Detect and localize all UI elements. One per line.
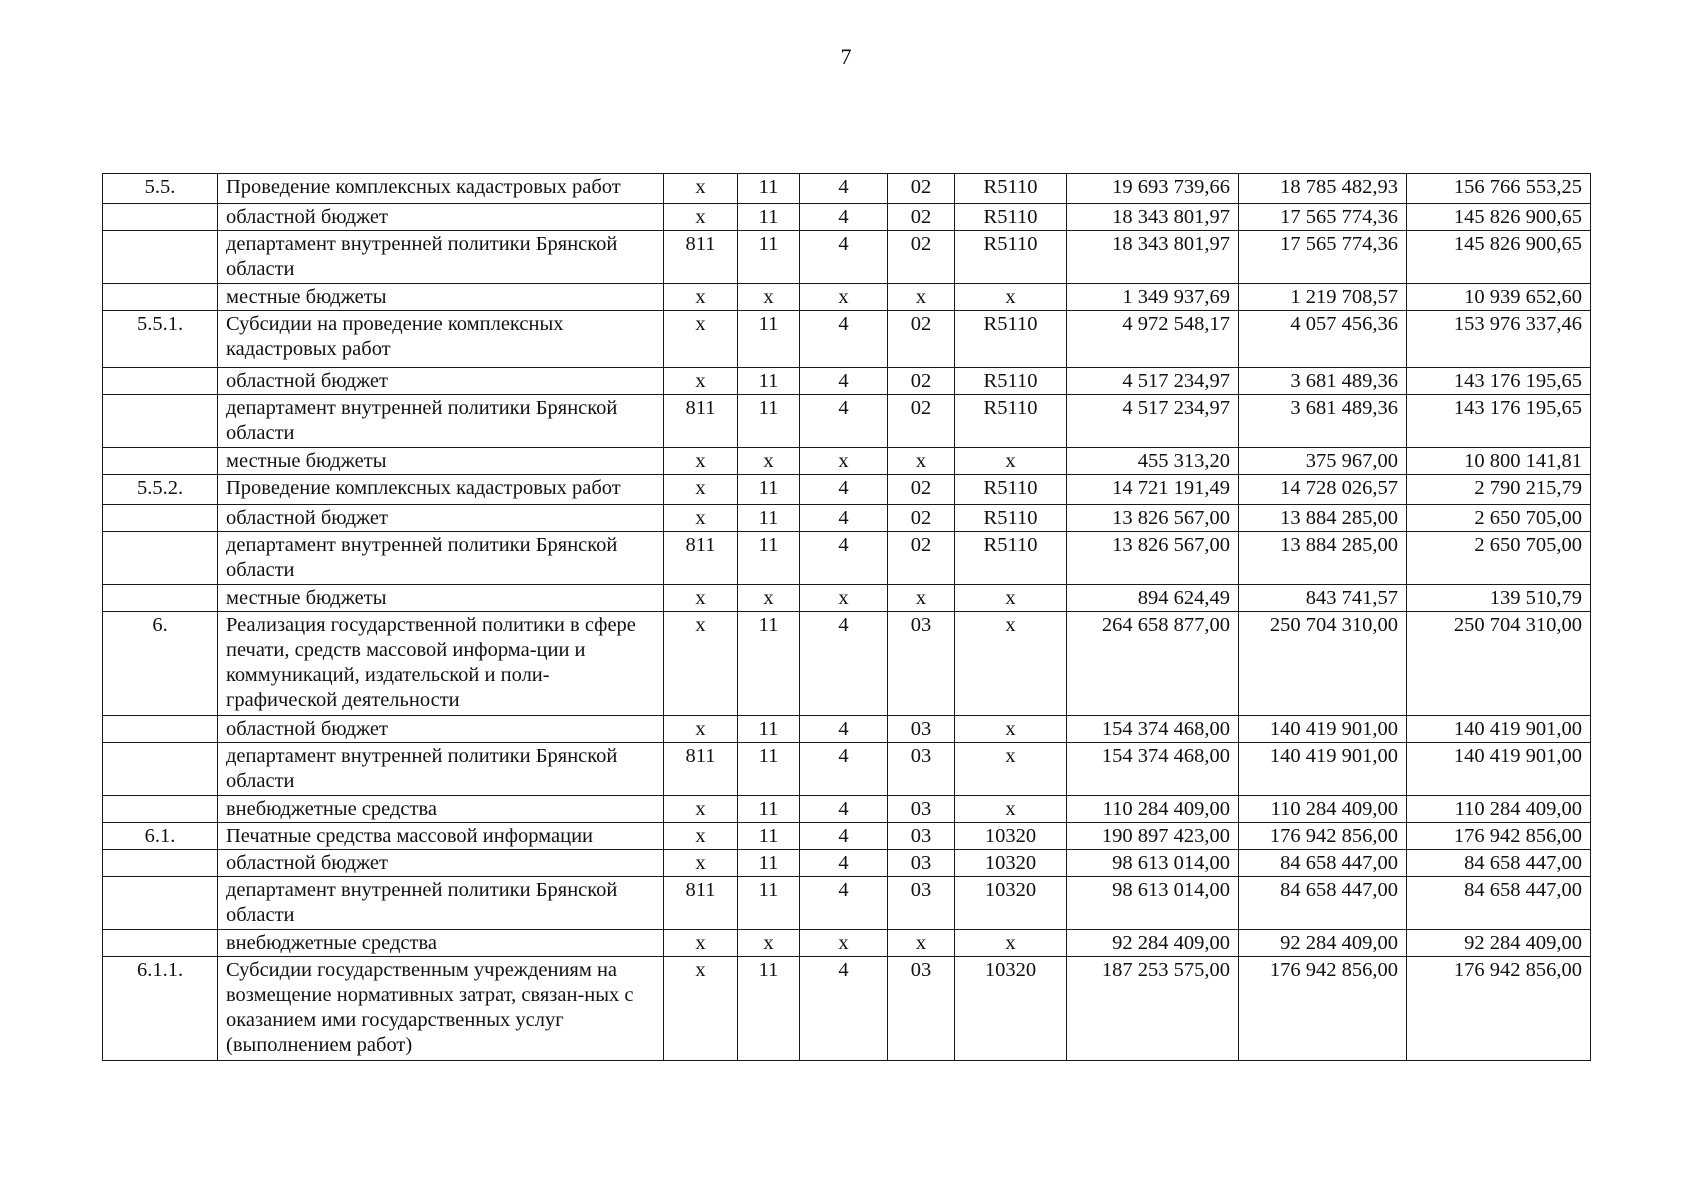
gp-code: х [738, 930, 800, 957]
om-code: 02 [888, 204, 955, 231]
amount-year-1: 98 613 014,00 [1067, 850, 1239, 877]
grbs-code: х [664, 204, 738, 231]
pp-code: 4 [800, 716, 888, 743]
amount-year-3: 143 176 195,65 [1407, 368, 1591, 395]
grbs-code: 811 [664, 532, 738, 585]
amount-year-3: 176 942 856,00 [1407, 957, 1591, 1061]
pp-code: 4 [800, 204, 888, 231]
amount-year-2: 4 057 456,36 [1239, 311, 1407, 368]
om-code: 02 [888, 231, 955, 284]
gp-code: х [738, 448, 800, 475]
row-name: Реализация государственной политики в сфере печати, средств массовой информа-ции и коммуникаций, издательской и поли-графической деятельности [218, 612, 664, 716]
table-row [103, 284, 1591, 311]
direction-code: х [955, 448, 1067, 475]
row-name: областной бюджет [218, 368, 664, 395]
amount-year-2: 17 565 774,36 [1239, 231, 1407, 284]
om-code: 02 [888, 174, 955, 204]
amount-year-2: 17 565 774,36 [1239, 204, 1407, 231]
table-row [103, 743, 1591, 796]
pp-code: х [800, 930, 888, 957]
amount-year-1: 187 253 575,00 [1067, 957, 1239, 1061]
grbs-code: 811 [664, 877, 738, 930]
grbs-code: х [664, 174, 738, 204]
row-number [103, 743, 218, 796]
row-number [103, 850, 218, 877]
row-number: 6. [103, 612, 218, 716]
table-row [103, 448, 1591, 475]
om-code: 03 [888, 957, 955, 1061]
om-code: 02 [888, 532, 955, 585]
row-number [103, 448, 218, 475]
row-number: 6.1. [103, 823, 218, 850]
pp-code: 4 [800, 311, 888, 368]
row-number [103, 796, 218, 823]
om-code: х [888, 284, 955, 311]
row-name: Проведение комплексных кадастровых работ [218, 174, 664, 204]
om-code: 02 [888, 395, 955, 448]
pp-code: 4 [800, 505, 888, 532]
row-number [103, 532, 218, 585]
gp-code: 11 [738, 174, 800, 204]
amount-year-1: 894 624,49 [1067, 585, 1239, 612]
amount-year-3: 10 800 141,81 [1407, 448, 1591, 475]
direction-code: 10320 [955, 957, 1067, 1061]
gp-code: 11 [738, 850, 800, 877]
amount-year-1: 154 374 468,00 [1067, 716, 1239, 743]
table-row [103, 930, 1591, 957]
amount-year-2: 3 681 489,36 [1239, 395, 1407, 448]
gp-code: х [738, 284, 800, 311]
row-number [103, 395, 218, 448]
row-number [103, 716, 218, 743]
row-name: Субсидии на проведение комплексных кадастровых работ [218, 311, 664, 368]
grbs-code: 811 [664, 743, 738, 796]
row-number: 5.5.1. [103, 311, 218, 368]
gp-code: 11 [738, 231, 800, 284]
gp-code: 11 [738, 475, 800, 505]
amount-year-3: 143 176 195,65 [1407, 395, 1591, 448]
grbs-code: х [664, 448, 738, 475]
row-name: Проведение комплексных кадастровых работ [218, 475, 664, 505]
direction-code: R5110 [955, 204, 1067, 231]
direction-code: R5110 [955, 505, 1067, 532]
table-row [103, 505, 1591, 532]
row-name: департамент внутренней политики Брянской области [218, 532, 664, 585]
table-row [103, 368, 1591, 395]
row-name: областной бюджет [218, 716, 664, 743]
amount-year-1: 92 284 409,00 [1067, 930, 1239, 957]
amount-year-1: 19 693 739,66 [1067, 174, 1239, 204]
amount-year-3: 145 826 900,65 [1407, 204, 1591, 231]
grbs-code: 811 [664, 231, 738, 284]
gp-code: 11 [738, 395, 800, 448]
row-number [103, 930, 218, 957]
row-name: областной бюджет [218, 204, 664, 231]
row-name: внебюджетные средства [218, 930, 664, 957]
direction-code: R5110 [955, 532, 1067, 585]
amount-year-3: 139 510,79 [1407, 585, 1591, 612]
amount-year-3: 153 976 337,46 [1407, 311, 1591, 368]
pp-code: 4 [800, 743, 888, 796]
direction-code: х [955, 612, 1067, 716]
grbs-code: х [664, 716, 738, 743]
row-name: департамент внутренней политики Брянской области [218, 877, 664, 930]
gp-code: 11 [738, 532, 800, 585]
pp-code: 4 [800, 475, 888, 505]
table-row [103, 204, 1591, 231]
amount-year-2: 13 884 285,00 [1239, 532, 1407, 585]
row-name: Печатные средства массовой информации [218, 823, 664, 850]
table-row [103, 850, 1591, 877]
amount-year-2: 250 704 310,00 [1239, 612, 1407, 716]
gp-code: 11 [738, 311, 800, 368]
amount-year-2: 176 942 856,00 [1239, 957, 1407, 1061]
grbs-code: 811 [664, 395, 738, 448]
gp-code: 11 [738, 505, 800, 532]
direction-code: R5110 [955, 475, 1067, 505]
amount-year-3: 140 419 901,00 [1407, 716, 1591, 743]
row-name: департамент внутренней политики Брянской области [218, 743, 664, 796]
gp-code: 11 [738, 204, 800, 231]
pp-code: 4 [800, 612, 888, 716]
page-number: 7 [840, 44, 852, 69]
pp-code: х [800, 448, 888, 475]
direction-code: х [955, 284, 1067, 311]
grbs-code: х [664, 612, 738, 716]
amount-year-1: 4 972 548,17 [1067, 311, 1239, 368]
table-row [103, 716, 1591, 743]
amount-year-1: 13 826 567,00 [1067, 532, 1239, 585]
row-number [103, 585, 218, 612]
row-name: департамент внутренней политики Брянской области [218, 395, 664, 448]
gp-code: 11 [738, 796, 800, 823]
table-row [103, 612, 1591, 716]
row-number [103, 284, 218, 311]
row-number [103, 505, 218, 532]
table-row [103, 174, 1591, 204]
amount-year-2: 140 419 901,00 [1239, 716, 1407, 743]
amount-year-1: 14 721 191,49 [1067, 475, 1239, 505]
amount-year-1: 264 658 877,00 [1067, 612, 1239, 716]
row-number: 6.1.1. [103, 957, 218, 1061]
row-name: местные бюджеты [218, 284, 664, 311]
amount-year-1: 190 897 423,00 [1067, 823, 1239, 850]
amount-year-1: 4 517 234,97 [1067, 395, 1239, 448]
table-row [103, 395, 1591, 448]
om-code: х [888, 585, 955, 612]
row-name: областной бюджет [218, 505, 664, 532]
direction-code: х [955, 796, 1067, 823]
om-code: 03 [888, 850, 955, 877]
amount-year-2: 1 219 708,57 [1239, 284, 1407, 311]
direction-code: х [955, 743, 1067, 796]
amount-year-2: 13 884 285,00 [1239, 505, 1407, 532]
amount-year-3: 145 826 900,65 [1407, 231, 1591, 284]
amount-year-3: 140 419 901,00 [1407, 743, 1591, 796]
pp-code: 4 [800, 796, 888, 823]
table-row [103, 823, 1591, 850]
row-name: местные бюджеты [218, 448, 664, 475]
gp-code: 11 [738, 877, 800, 930]
budget-table [102, 173, 1591, 1061]
amount-year-3: 84 658 447,00 [1407, 850, 1591, 877]
pp-code: 4 [800, 368, 888, 395]
amount-year-2: 3 681 489,36 [1239, 368, 1407, 395]
direction-code: 10320 [955, 877, 1067, 930]
amount-year-3: 110 284 409,00 [1407, 796, 1591, 823]
row-number [103, 231, 218, 284]
table-row [103, 796, 1591, 823]
direction-code: R5110 [955, 311, 1067, 368]
table-row [103, 532, 1591, 585]
grbs-code: х [664, 475, 738, 505]
amount-year-1: 18 343 801,97 [1067, 231, 1239, 284]
amount-year-2: 110 284 409,00 [1239, 796, 1407, 823]
amount-year-2: 14 728 026,57 [1239, 475, 1407, 505]
row-name: местные бюджеты [218, 585, 664, 612]
pp-code: х [800, 284, 888, 311]
amount-year-3: 250 704 310,00 [1407, 612, 1591, 716]
pp-code: 4 [800, 850, 888, 877]
gp-code: 11 [738, 716, 800, 743]
direction-code: х [955, 930, 1067, 957]
om-code: 02 [888, 475, 955, 505]
row-number: 5.5.2. [103, 475, 218, 505]
om-code: х [888, 448, 955, 475]
amount-year-1: 455 313,20 [1067, 448, 1239, 475]
amount-year-1: 98 613 014,00 [1067, 877, 1239, 930]
amount-year-1: 18 343 801,97 [1067, 204, 1239, 231]
om-code: 03 [888, 796, 955, 823]
gp-code: 11 [738, 743, 800, 796]
pp-code: 4 [800, 174, 888, 204]
om-code: х [888, 930, 955, 957]
amount-year-2: 84 658 447,00 [1239, 877, 1407, 930]
om-code: 03 [888, 612, 955, 716]
grbs-code: х [664, 368, 738, 395]
table-row [103, 957, 1591, 1061]
table-row [103, 231, 1591, 284]
amount-year-2: 84 658 447,00 [1239, 850, 1407, 877]
pp-code: 4 [800, 231, 888, 284]
amount-year-1: 1 349 937,69 [1067, 284, 1239, 311]
grbs-code: х [664, 284, 738, 311]
direction-code: R5110 [955, 231, 1067, 284]
om-code: 03 [888, 743, 955, 796]
direction-code: х [955, 716, 1067, 743]
gp-code: х [738, 585, 800, 612]
pp-code: 4 [800, 823, 888, 850]
amount-year-1: 13 826 567,00 [1067, 505, 1239, 532]
gp-code: 11 [738, 612, 800, 716]
amount-year-3: 10 939 652,60 [1407, 284, 1591, 311]
grbs-code: х [664, 585, 738, 612]
direction-code: х [955, 585, 1067, 612]
row-name: внебюджетные средства [218, 796, 664, 823]
gp-code: 11 [738, 823, 800, 850]
om-code: 03 [888, 877, 955, 930]
direction-code: R5110 [955, 174, 1067, 204]
pp-code: 4 [800, 395, 888, 448]
amount-year-3: 2 650 705,00 [1407, 505, 1591, 532]
amount-year-1: 110 284 409,00 [1067, 796, 1239, 823]
gp-code: 11 [738, 957, 800, 1061]
amount-year-1: 154 374 468,00 [1067, 743, 1239, 796]
om-code: 03 [888, 823, 955, 850]
direction-code: 10320 [955, 850, 1067, 877]
om-code: 02 [888, 311, 955, 368]
row-name: областной бюджет [218, 850, 664, 877]
row-number [103, 204, 218, 231]
row-number [103, 877, 218, 930]
om-code: 02 [888, 505, 955, 532]
row-number [103, 368, 218, 395]
grbs-code: х [664, 505, 738, 532]
row-name: департамент внутренней политики Брянской области [218, 231, 664, 284]
row-number: 5.5. [103, 174, 218, 204]
pp-code: 4 [800, 957, 888, 1061]
pp-code: х [800, 585, 888, 612]
amount-year-2: 140 419 901,00 [1239, 743, 1407, 796]
table-row [103, 877, 1591, 930]
pp-code: 4 [800, 877, 888, 930]
om-code: 03 [888, 716, 955, 743]
amount-year-1: 4 517 234,97 [1067, 368, 1239, 395]
amount-year-2: 176 942 856,00 [1239, 823, 1407, 850]
amount-year-2: 375 967,00 [1239, 448, 1407, 475]
table-row [103, 311, 1591, 368]
pp-code: 4 [800, 532, 888, 585]
amount-year-2: 18 785 482,93 [1239, 174, 1407, 204]
amount-year-2: 843 741,57 [1239, 585, 1407, 612]
grbs-code: х [664, 850, 738, 877]
grbs-code: х [664, 796, 738, 823]
grbs-code: х [664, 311, 738, 368]
table-row [103, 585, 1591, 612]
grbs-code: х [664, 823, 738, 850]
amount-year-3: 2 650 705,00 [1407, 532, 1591, 585]
gp-code: 11 [738, 368, 800, 395]
amount-year-3: 176 942 856,00 [1407, 823, 1591, 850]
grbs-code: х [664, 957, 738, 1061]
amount-year-3: 2 790 215,79 [1407, 475, 1591, 505]
amount-year-3: 156 766 553,25 [1407, 174, 1591, 204]
direction-code: R5110 [955, 395, 1067, 448]
direction-code: 10320 [955, 823, 1067, 850]
amount-year-3: 84 658 447,00 [1407, 877, 1591, 930]
grbs-code: х [664, 930, 738, 957]
row-name: Субсидии государственным учреждениям на возмещение нормативных затрат, связан-ных с оказанием ими государственных услуг (выполнением работ) [218, 957, 664, 1061]
direction-code: R5110 [955, 368, 1067, 395]
amount-year-3: 92 284 409,00 [1407, 930, 1591, 957]
table-row [103, 475, 1591, 505]
amount-year-2: 92 284 409,00 [1239, 930, 1407, 957]
om-code: 02 [888, 368, 955, 395]
